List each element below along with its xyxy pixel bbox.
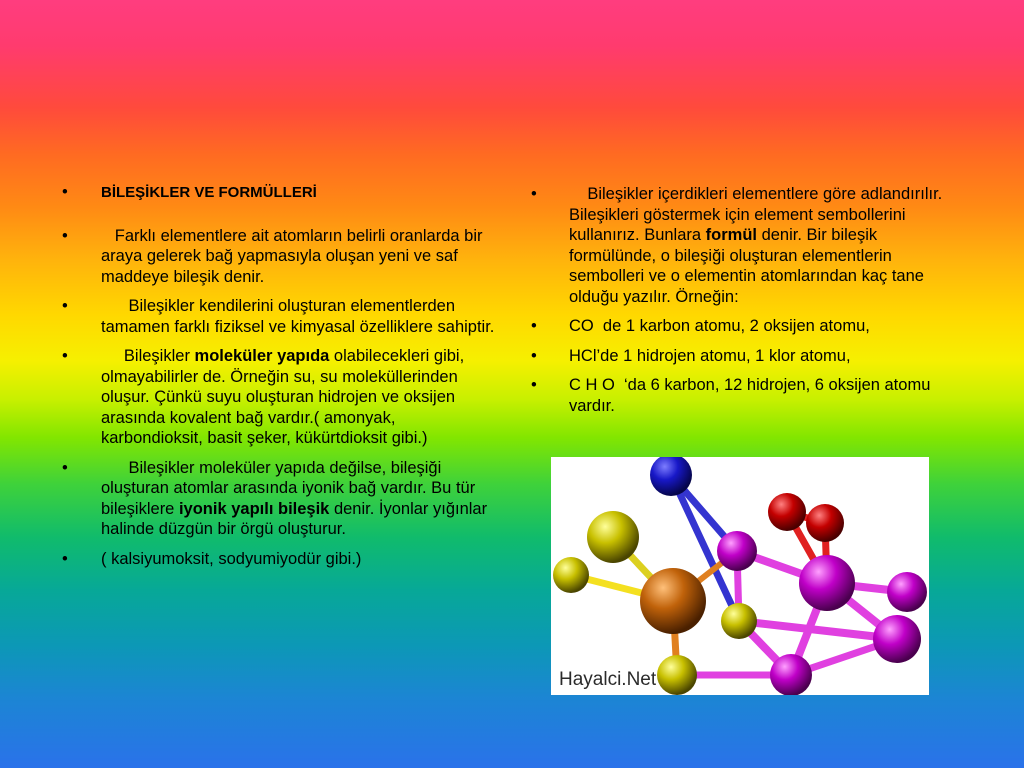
- left-text-column: [62, 182, 500, 578]
- atom-orange: [640, 568, 706, 634]
- bullet: •: [62, 297, 68, 315]
- atom-yellow: [587, 511, 639, 563]
- paragraph-text: C H O ‘da 6 karbon, 12 hidrojen, 6 oksijen atomu vardır.: [569, 376, 935, 415]
- paragraph-text: ( kalsiyumoksit, sodyumiyodür gibi.): [101, 549, 362, 568]
- bullet: •: [62, 549, 68, 568]
- atom-yellow: [657, 655, 697, 695]
- right-text-column: [531, 184, 963, 425]
- bullet-item: [62, 346, 500, 449]
- atom-red: [806, 504, 844, 542]
- atom-magenta: [873, 615, 921, 663]
- bullet: •: [62, 458, 68, 477]
- bullet-item: [531, 346, 963, 367]
- paragraph-text: CO de 1 karbon atomu, 2 oksijen atomu,: [569, 317, 870, 335]
- bold-term: iyonik yapılı bileşik: [178, 499, 330, 518]
- paragraph-text-post: denir. Bir bileşik formülünde, o bileşiği oluşturan elementlerin sembolleri ve o elementin atomlarından kaç tane olduğu yazılır. Örneğin:: [569, 226, 924, 306]
- atom-magenta: [717, 531, 757, 571]
- bonds: [571, 475, 907, 675]
- bold-term: moleküler yapıda: [194, 347, 330, 365]
- section-title-item: [62, 182, 500, 204]
- bullet-item: [62, 296, 500, 337]
- atom-yellow: [553, 557, 589, 593]
- bullet-item: [531, 184, 963, 307]
- bullet: •: [62, 183, 68, 201]
- atom-magenta: [799, 555, 855, 611]
- bullet-item: [62, 458, 500, 540]
- paragraph-text-pre: Bileşikler: [101, 347, 195, 365]
- paragraph-text-pre: Bileşikler moleküler yapıda değilse, bileşiği oluşturan atomlar arasında iyonik bağ vardır. Bu tür bileşiklere: [101, 458, 480, 518]
- atom-red: [768, 493, 806, 531]
- atom-yellow: [721, 603, 757, 639]
- bold-term: formül: [705, 226, 757, 244]
- bullet: •: [531, 185, 537, 203]
- paragraph-text: Bileşikler kendilerini oluşturan elementlerden tamamen farklı fiziksel ve kimyasal özelliklere sahiptir.: [101, 297, 495, 336]
- paragraph-text: HCl’de 1 hidrojen atomu, 1 klor atomu,: [569, 346, 851, 365]
- bullet: •: [531, 376, 537, 394]
- paragraph-text-post: olabilecekleri gibi, olmayabilirler de. Örneğin su, su moleküllerinden oluşur. Çünkü suyu oluşturan hidrojen ve oksijen arasında kovalent bağ vardır.( amonyak, karbondioksit, basit şeker, kükürtdioksit gibi.): [101, 347, 465, 447]
- bullet-item: [62, 549, 500, 570]
- bullet-item: [531, 375, 963, 416]
- bullet-item: [62, 226, 500, 288]
- paragraph-text-post: denir. İyonlar yığınlar halinde düzgün bir örgü oluşturur.: [101, 499, 488, 538]
- molecule-image: [551, 457, 929, 695]
- bullet: •: [62, 226, 68, 245]
- bullet: •: [531, 317, 537, 335]
- bullet: •: [531, 346, 537, 365]
- paragraph-text: Farklı elementlere ait atomların belirli oranlarda bir araya gelerek bağ yapmasıyla oluşan yeni ve saf maddeye bileşik denir.: [101, 226, 488, 286]
- watermark-text: Hayalci.Net: [559, 669, 657, 690]
- bullet-item: [531, 316, 963, 337]
- paragraph-text-pre: Bileşikler içerdikleri elementlere göre adlandırılır. Bileşikleri göstermek için element sembollerini kullanırız. Bunlara: [569, 185, 947, 244]
- molecule-illustration: [551, 457, 929, 695]
- bullet: •: [62, 347, 68, 365]
- atom-magenta: [887, 572, 927, 612]
- section-title: BİLEŞİKLER VE FORMÜLLERİ: [101, 184, 317, 201]
- atom-magenta: [770, 654, 812, 695]
